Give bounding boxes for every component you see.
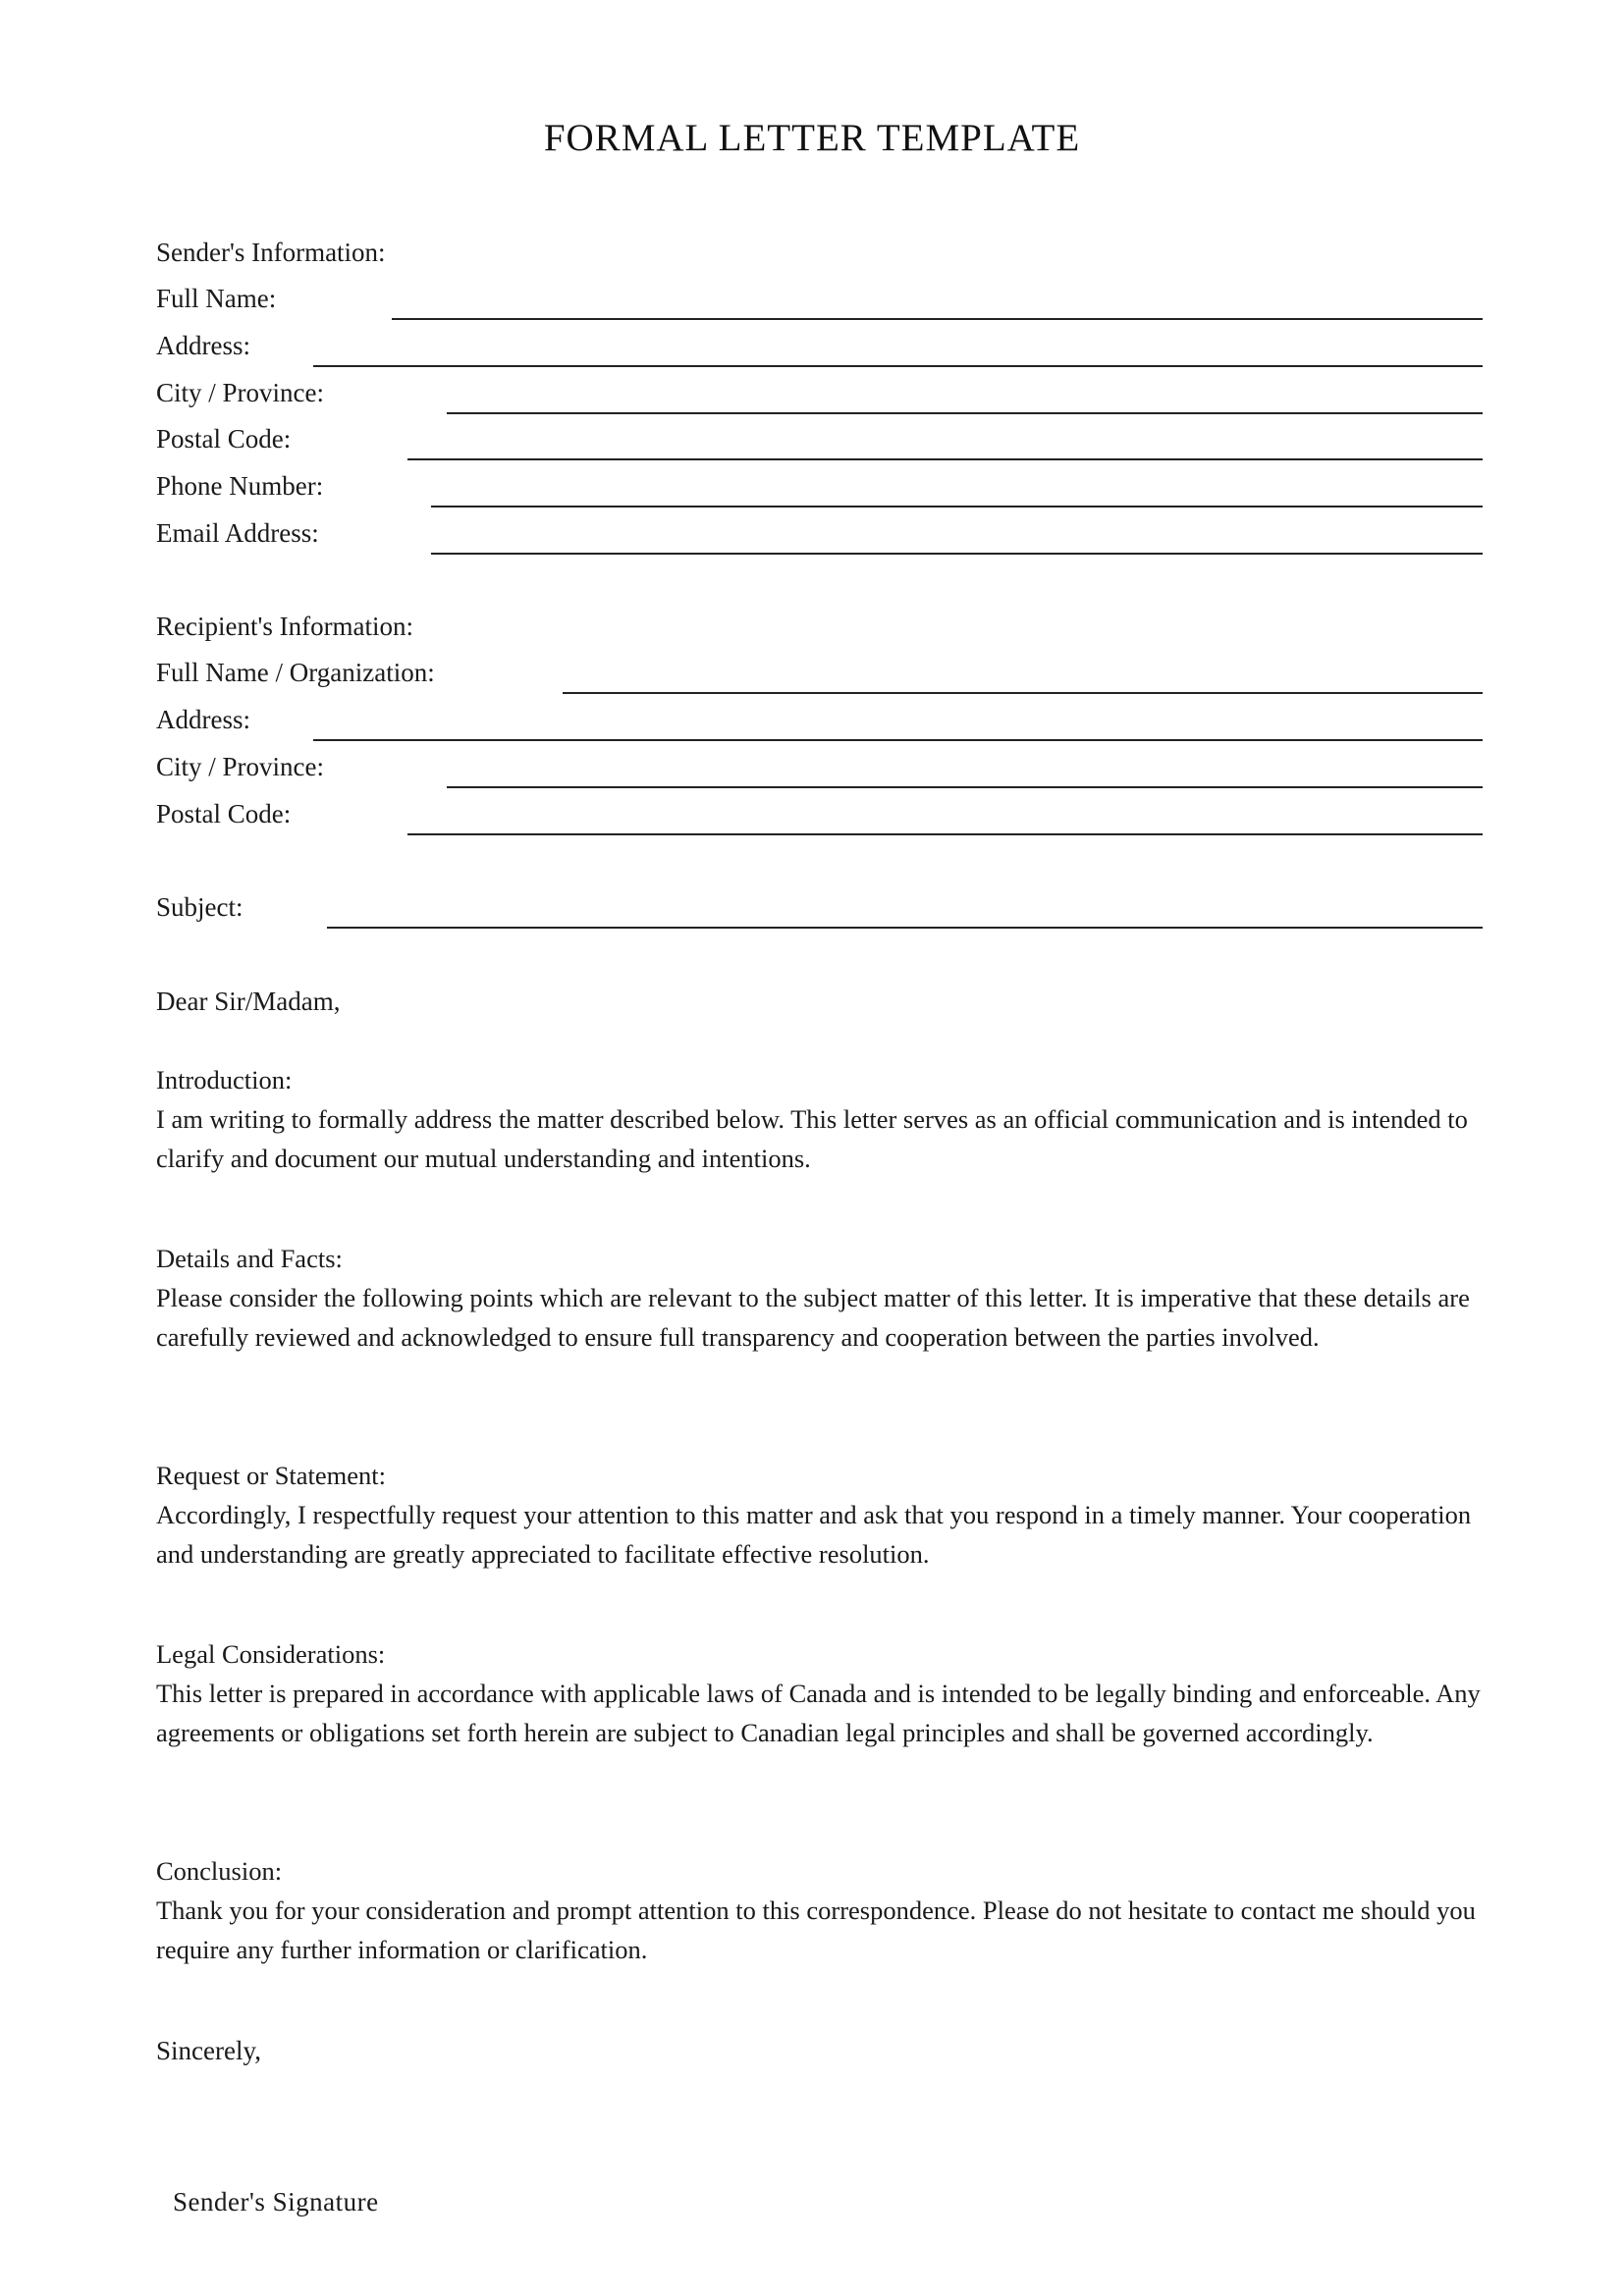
section-title: Introduction: — [156, 1065, 293, 1095]
section-details-and-facts — [156, 1239, 1483, 1357]
section-body: This letter is prepared in accordance with applicable laws of Canada and is intended to be legally binding and enforceable. Any agreements or obligations set forth herein are subject to Canadian legal principles and shall be governed accordingly. — [156, 1679, 1481, 1747]
sender-heading: Sender's Information: — [156, 238, 386, 267]
sender-phone-number-field[interactable] — [156, 468, 1483, 507]
recipient-postal-code-input-line[interactable] — [407, 833, 1483, 835]
sender-city-province-input-line[interactable] — [447, 412, 1483, 414]
field-label: City / Province: — [156, 752, 324, 781]
section-body: Thank you for your consideration and prompt attention to this correspondence. Please do not hesitate to contact me should you require any further information or clarification. — [156, 1896, 1476, 1964]
subject-input-line[interactable] — [327, 927, 1483, 929]
field-label: Email Address: — [156, 518, 319, 548]
sender-postal-code-input-line[interactable] — [407, 458, 1483, 460]
recipient-full-name-field[interactable] — [156, 655, 1483, 694]
field-label: Full Name / Organization: — [156, 658, 435, 687]
section-title: Conclusion: — [156, 1856, 283, 1886]
sender-full-name-field[interactable] — [156, 281, 1483, 320]
sender-phone-number-input-line[interactable] — [431, 506, 1483, 507]
recipient-city-province-field[interactable] — [156, 749, 1483, 788]
sender-email-address-field[interactable] — [156, 515, 1483, 555]
salutation: Dear Sir/Madam, — [156, 987, 341, 1016]
recipient-postal-code-field[interactable] — [156, 796, 1483, 835]
field-label: Postal Code: — [156, 424, 292, 454]
sender-postal-code-field[interactable] — [156, 421, 1483, 460]
sender-city-province-field[interactable] — [156, 375, 1483, 414]
section-title: Legal Considerations: — [156, 1639, 386, 1669]
sender-address-input-line[interactable] — [313, 365, 1483, 367]
field-label: Full Name: — [156, 284, 277, 313]
recipient-heading: Recipient's Information: — [156, 612, 414, 641]
section-introduction — [156, 1060, 1483, 1178]
section-title: Details and Facts: — [156, 1244, 343, 1273]
field-label: Subject: — [156, 892, 244, 922]
section-body: Please consider the following points which are relevant to the subject matter of this letter. It is imperative that these details are carefully reviewed and acknowledged to ensure full transparency and cooperation between the parties involved. — [156, 1283, 1470, 1352]
page-title: FORMAL LETTER TEMPLATE — [543, 117, 1081, 159]
sender-address-field[interactable] — [156, 328, 1483, 367]
signature-label: Sender's Signature — [173, 2187, 379, 2216]
field-label: Address: — [156, 331, 250, 360]
section-body: I am writing to formally address the matter described below. This letter serves as an official communication and is intended to clarify and document our mutual understanding and intentions. — [156, 1104, 1468, 1173]
field-label: Address: — [156, 705, 250, 734]
recipient-city-province-input-line[interactable] — [447, 786, 1483, 788]
section-legal-considerations — [156, 1634, 1483, 1752]
field-label: Postal Code: — [156, 799, 292, 828]
section-body: Accordingly, I respectfully request your attention to this matter and ask that you respond in a timely manner. Your cooperation and understanding are greatly appreciated to facilitate effective resolution. — [156, 1500, 1472, 1569]
section-request-or-statement — [156, 1456, 1483, 1574]
field-label: Phone Number: — [156, 471, 324, 501]
closing: Sincerely, — [156, 2036, 261, 2065]
section-title: Request or Statement: — [156, 1461, 387, 1490]
field-label: City / Province: — [156, 378, 324, 407]
recipient-full-name-input-line[interactable] — [563, 692, 1483, 694]
sender-full-name-input-line[interactable] — [392, 318, 1483, 320]
sender-email-address-input-line[interactable] — [431, 553, 1483, 555]
recipient-address-field[interactable] — [156, 702, 1483, 741]
subject-field[interactable] — [156, 889, 1483, 929]
section-conclusion — [156, 1851, 1483, 1969]
recipient-address-input-line[interactable] — [313, 739, 1483, 741]
